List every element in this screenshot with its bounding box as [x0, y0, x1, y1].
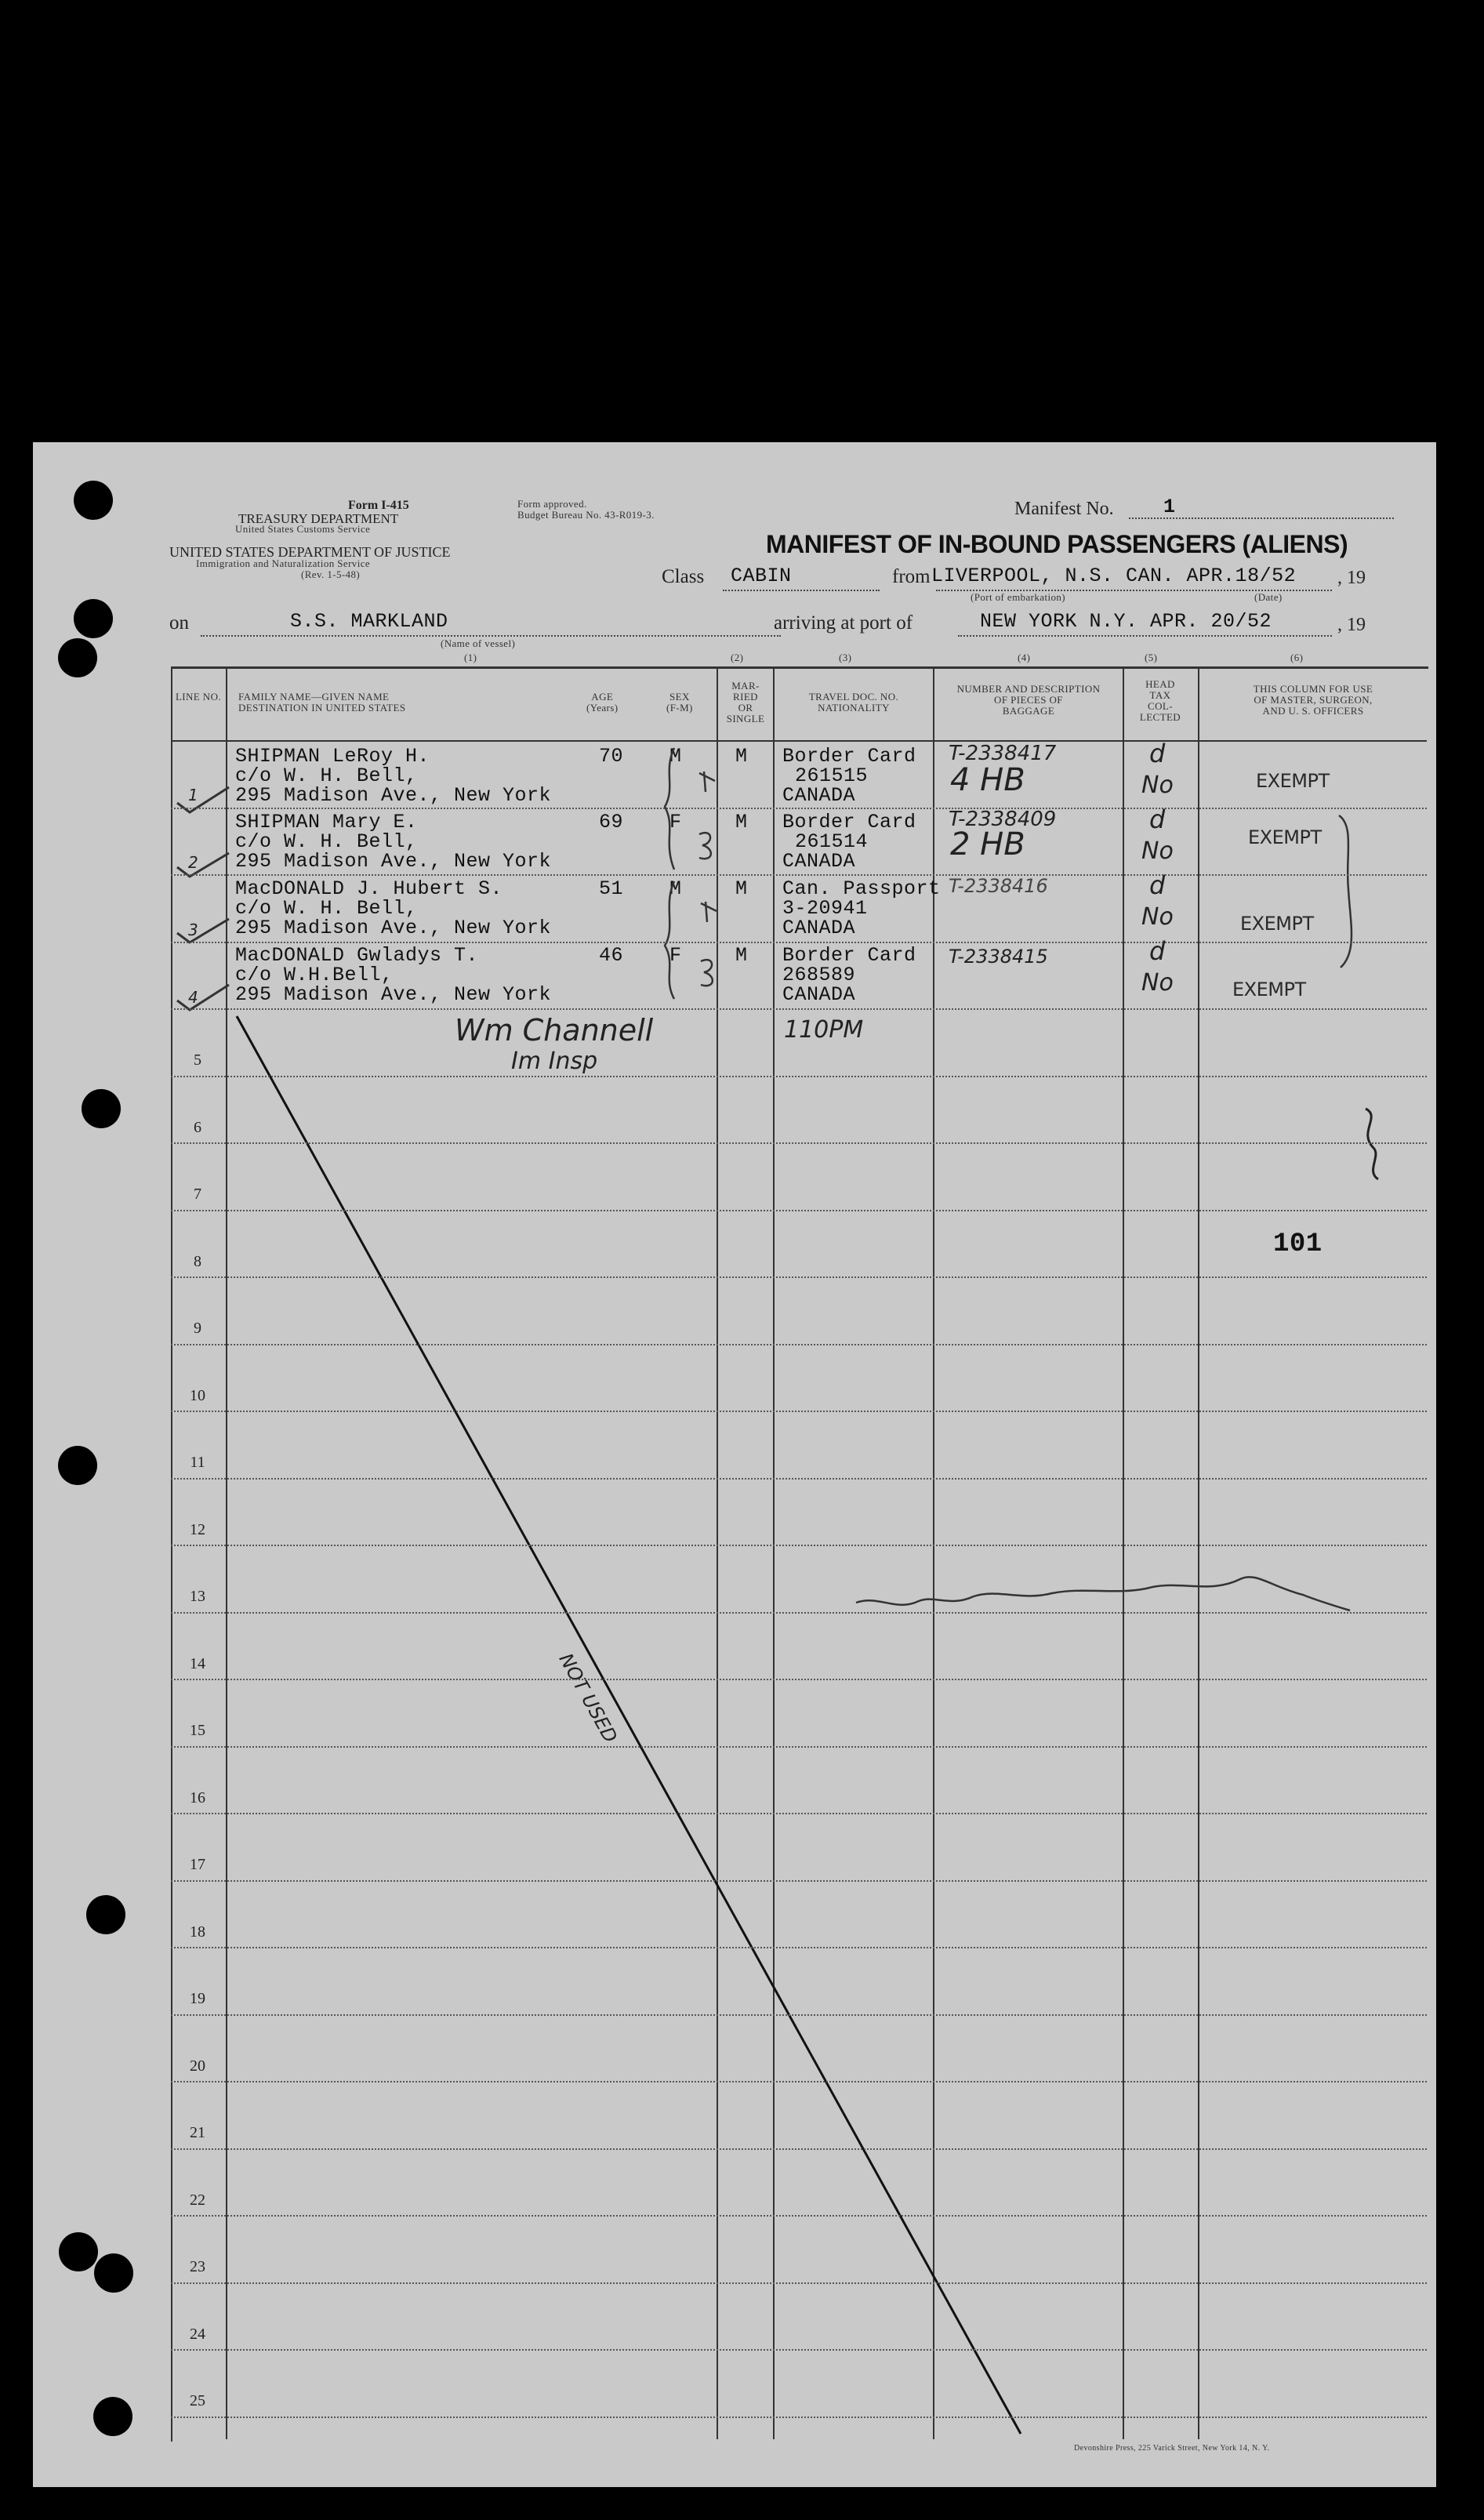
- row-separator: [171, 1344, 1427, 1345]
- line-number: 23: [190, 2258, 205, 2275]
- exempt-stamp: EXEMPT: [1256, 770, 1330, 792]
- budget-bureau: Budget Bureau No. 43-R019-3.: [517, 509, 655, 521]
- line-number: 16: [190, 1789, 205, 1806]
- passenger-addr: 295 Madison Ave., New York: [235, 983, 552, 1006]
- line-number: 13: [190, 1588, 205, 1605]
- year-label-2: , 19: [1337, 615, 1366, 635]
- vessel-caption: (Name of vessel): [441, 637, 516, 649]
- nationality: CANADA: [782, 850, 856, 873]
- line-number: 6: [194, 1119, 201, 1136]
- col-header-age: AGE (Years): [586, 691, 619, 714]
- passenger-age: 70: [599, 745, 624, 768]
- passenger-name: SHIPMAN Mary E.: [235, 811, 418, 833]
- head-tax: d: [1149, 936, 1166, 966]
- row-separator: [171, 1142, 1427, 1144]
- line-number: 10: [190, 1387, 205, 1404]
- baggage-desc: 2 HB: [950, 826, 1025, 862]
- travel-doc: Can. Passport: [782, 877, 941, 900]
- head-tax: d: [1149, 804, 1166, 834]
- line-number: 15: [190, 1722, 205, 1739]
- nationality: CANADA: [782, 784, 856, 807]
- line-number: 21: [190, 2124, 205, 2141]
- row-separator: [171, 874, 1427, 876]
- travel-doc-no: 268589: [782, 964, 856, 986]
- col-header-sex: SEX (F-M): [666, 691, 693, 714]
- passenger-married: M: [735, 944, 748, 967]
- line-number: 18: [190, 1923, 205, 1941]
- row-separator: [171, 1679, 1427, 1680]
- line-number: 12: [190, 1521, 205, 1538]
- exempt-stamp: EXEMPT: [1240, 913, 1314, 935]
- col-number: (1): [464, 652, 477, 663]
- inspector-title: Im Insp: [511, 1048, 598, 1075]
- passenger-name: SHIPMAN LeRoy H.: [235, 745, 430, 768]
- passenger-addr: 295 Madison Ave., New York: [235, 784, 552, 807]
- line-number: 24: [190, 2326, 205, 2343]
- line-number: 4: [188, 988, 198, 1007]
- passenger-married: M: [735, 811, 748, 833]
- customs-service: United States Customs Service: [235, 523, 371, 535]
- row-separator: [171, 1947, 1427, 1948]
- row-separator: [171, 1880, 1427, 1882]
- manifest-no-label: Manifest No.: [1014, 499, 1114, 519]
- col-number: (5): [1145, 652, 1158, 663]
- col-header-line-no: LINE NO.: [175, 691, 222, 703]
- line-number: 9: [194, 1320, 201, 1337]
- row-separator: [171, 2215, 1427, 2217]
- passenger-sex: F: [669, 944, 682, 967]
- col-header-officers: THIS COLUMN FOR USE OF MASTER, SURGEON, AND U. S. OFFICERS: [1253, 683, 1373, 717]
- exempt-stamp: EXEMPT: [1248, 826, 1322, 848]
- row-separator: [171, 1545, 1427, 1546]
- not-used-note: NOT USED: [554, 1650, 622, 1747]
- row-separator: [171, 1076, 1427, 1077]
- row-separator: [171, 1008, 1427, 1010]
- col-number: (4): [1018, 652, 1031, 663]
- col-header-tax: HEAD TAX COL- LECTED: [1139, 678, 1181, 723]
- nationality: CANADA: [782, 917, 856, 939]
- line-number: 20: [190, 2057, 205, 2075]
- head-tax: No: [1141, 903, 1174, 931]
- row-separator: [171, 2417, 1427, 2418]
- not-used-line: [33, 442, 1436, 2487]
- passenger-age: 46: [599, 944, 624, 967]
- row-separator: [171, 1276, 1427, 1278]
- line-number: 7: [194, 1186, 201, 1203]
- line-number: 19: [190, 1990, 205, 2007]
- nationality: CANADA: [782, 983, 856, 1006]
- travel-doc-no: 261515: [795, 764, 869, 787]
- row-separator: [171, 2081, 1427, 2082]
- row-separator: [171, 2282, 1427, 2284]
- manifest-page: [33, 442, 1436, 2487]
- line-number: 3: [188, 920, 198, 939]
- head-tax: No: [1141, 969, 1174, 997]
- row-separator: [171, 1746, 1427, 1748]
- line-number: 22: [190, 2191, 205, 2209]
- row-separator: [171, 942, 1427, 943]
- class-label: Class: [662, 566, 705, 587]
- passenger-addr: c/o W. H. Bell,: [235, 897, 418, 920]
- baggage-number: T-2338409: [949, 808, 1057, 831]
- row-separator: [171, 1612, 1427, 1614]
- page-number: 101: [1273, 1229, 1323, 1259]
- travel-doc-no: 261514: [795, 830, 869, 853]
- passenger-name: MacDONALD J. Hubert S.: [235, 877, 503, 900]
- year-label-1: , 19: [1337, 568, 1366, 588]
- row-separator: [171, 2014, 1427, 2016]
- form-rev: (Rev. 1-5-48): [301, 568, 361, 580]
- date-caption: (Date): [1254, 591, 1283, 603]
- dept-treasury: TREASURY DEPARTMENT: [238, 511, 399, 526]
- baggage-number: T-2338416: [949, 875, 1048, 897]
- form-number: Form I-415: [348, 499, 409, 512]
- exempt-stamp: EXEMPT: [1232, 979, 1306, 1000]
- row-separator: [171, 1411, 1427, 1412]
- passenger-addr: 295 Madison Ave., New York: [235, 850, 552, 873]
- travel-doc: Border Card: [782, 745, 916, 768]
- col-number: (2): [731, 652, 744, 663]
- vessel-value: S.S. MARKLAND: [290, 610, 448, 633]
- baggage-number: T-2338417: [949, 742, 1057, 765]
- line-number: 2: [188, 853, 198, 872]
- arrival-value: NEW YORK N.Y. APR. 20/52: [980, 610, 1272, 633]
- col-header-travel: TRAVEL DOC. NO. NATIONALITY: [808, 691, 899, 714]
- printer-credit: Devonshire Press, 225 Varick Street, New York 14, N. Y.: [1074, 2444, 1270, 2453]
- from-label: from: [892, 566, 931, 587]
- row-separator: [171, 2349, 1427, 2351]
- manifest-title: MANIFEST OF IN-BOUND PASSENGERS (ALIENS): [766, 530, 1348, 558]
- travel-doc-no: 3-20941: [782, 897, 868, 920]
- ins-service: Immigration and Naturalization Service: [196, 557, 371, 569]
- manifest-no-value: 1: [1163, 496, 1176, 518]
- on-label: on: [169, 612, 189, 634]
- passenger-sex: M: [669, 745, 682, 768]
- passenger-sex: M: [669, 877, 682, 900]
- port-embark-caption: (Port of embarkation): [971, 591, 1066, 603]
- inspector-signature: Wm Channell: [455, 1013, 654, 1048]
- form-approved: Form approved.: [517, 498, 587, 510]
- line-number: 1: [188, 786, 198, 804]
- line-number: 14: [190, 1655, 205, 1672]
- head-tax: d: [1149, 870, 1166, 900]
- passenger-addr: c/o W.H.Bell,: [235, 964, 394, 986]
- col-number: (6): [1290, 652, 1304, 663]
- passenger-addr: c/o W. H. Bell,: [235, 830, 418, 853]
- line-number: 17: [190, 1856, 205, 1873]
- col-number: (3): [839, 652, 852, 663]
- col-header-name: FAMILY NAME—GIVEN NAME DESTINATION IN UNITED STATES: [238, 691, 406, 714]
- passenger-addr: 295 Madison Ave., New York: [235, 917, 552, 939]
- col-header-baggage: NUMBER AND DESCRIPTION OF PIECES OF BAGGAGE: [956, 683, 1101, 717]
- passenger-married: M: [735, 877, 748, 900]
- line-number: 5: [194, 1051, 201, 1069]
- dept-justice: UNITED STATES DEPARTMENT OF JUSTICE: [169, 544, 451, 560]
- arrival-time: 110PM: [784, 1016, 864, 1044]
- col-header-married: MAR- RIED OR SINGLE: [726, 680, 765, 724]
- from-value: LIVERPOOL, N.S. CAN. APR.18/52: [931, 565, 1297, 587]
- line-number: 25: [190, 2392, 205, 2409]
- baggage-number: T-2338415: [949, 946, 1048, 968]
- line-number: 11: [190, 1454, 205, 1471]
- passenger-age: 51: [599, 877, 624, 900]
- passenger-sex: F: [669, 811, 682, 833]
- baggage-desc: 4 HB: [950, 762, 1025, 798]
- travel-doc: Border Card: [782, 811, 916, 833]
- class-value: CABIN: [731, 565, 792, 587]
- row-separator: [171, 2148, 1427, 2150]
- travel-doc: Border Card: [782, 944, 916, 967]
- line-number: 8: [194, 1253, 201, 1270]
- row-separator: [171, 1813, 1427, 1814]
- passenger-age: 69: [599, 811, 624, 833]
- row-separator: [171, 1210, 1427, 1211]
- arriving-label: arriving at port of: [774, 612, 913, 634]
- head-tax: No: [1141, 772, 1174, 799]
- row-separator: [171, 1478, 1427, 1480]
- passenger-name: MacDONALD Gwladys T.: [235, 944, 479, 967]
- row-separator: [171, 808, 1427, 809]
- head-tax: d: [1149, 739, 1166, 768]
- passenger-married: M: [735, 745, 748, 768]
- passenger-addr: c/o W. H. Bell,: [235, 764, 418, 787]
- head-tax: No: [1141, 837, 1174, 865]
